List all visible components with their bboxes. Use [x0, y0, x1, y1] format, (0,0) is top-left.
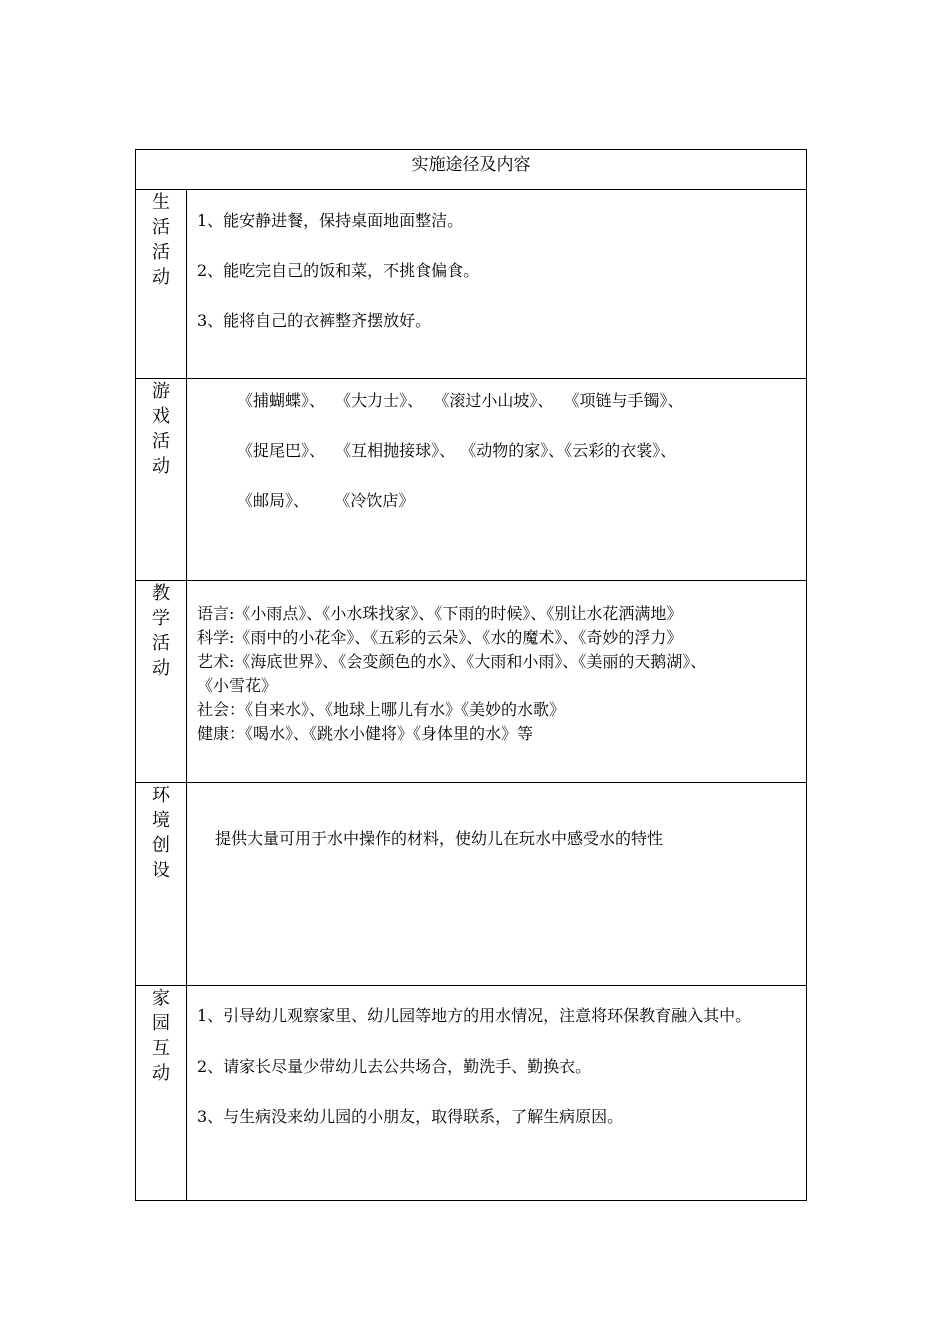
row-content-env — [187, 783, 807, 986]
content-line: 语言:《小雨点》、《小水珠找家》、《下雨的时候》、《别让水花洒满地》 — [197, 604, 683, 623]
content-line: 1、能安静进餐，保持桌面地面整洁。 — [197, 211, 464, 230]
row-content-teach — [187, 581, 807, 783]
table-row — [136, 190, 807, 379]
row-content-game — [187, 379, 807, 581]
row-label-life — [136, 190, 187, 379]
row-label-text: 家园互动 — [151, 988, 170, 1084]
row-label-home — [136, 986, 187, 1201]
content-line: 2、请家长尽量少带幼儿去公共场合，勤洗手、勤换衣。 — [197, 1057, 592, 1076]
row-label-text: 游戏活动 — [151, 381, 170, 477]
content-line: 1、引导幼儿观察家里、幼儿园等地方的用水情况，注意将环保教育融入其中。 — [197, 1006, 752, 1025]
content-line: 社会：《自来水》、《地球上哪儿有水》《美妙的水歌》 — [197, 700, 566, 719]
content-line: 健康：《喝水》、《跳水小健将》《身体里的水》等 — [197, 724, 534, 743]
table-title: 实施途径及内容 — [136, 150, 807, 190]
implementation-table — [135, 149, 807, 1201]
row-content-home — [187, 986, 807, 1201]
row-label-env — [136, 783, 187, 986]
row-label-text: 生活活动 — [151, 192, 170, 288]
row-label-game — [136, 379, 187, 581]
table-row — [136, 379, 807, 581]
row-content-life — [187, 190, 807, 379]
content-line: 艺术:《海底世界》、《会变颜色的水》、《大雨和小雨》、《美丽的天鹅湖》、 — [197, 652, 707, 671]
content-line: 3、能将自己的衣裤整齐摆放好。 — [197, 311, 432, 330]
content-line: 科学:《雨中的小花伞》、《五彩的云朵》、《水的魔术》、《奇妙的浮力》 — [197, 628, 683, 647]
content-line: 2、能吃完自己的饭和菜，不挑食偏食。 — [197, 261, 480, 280]
content-line: 提供大量可用于水中操作的材料，使幼儿在玩水中感受水的特性 — [215, 829, 664, 848]
table-row — [136, 581, 807, 783]
row-label-text: 环境创设 — [151, 785, 170, 881]
row-label-text: 教学活动 — [151, 583, 170, 679]
content-line: 《邮局》、 《冷饮店》 — [237, 491, 415, 510]
content-line: 3、与生病没来幼儿园的小朋友，取得联系，了解生病原因。 — [197, 1107, 624, 1126]
table-row — [136, 986, 807, 1201]
content-line: 《小雪花》 — [197, 676, 278, 695]
row-label-teach — [136, 581, 187, 783]
content-line: 《捉尾巴》、 《互相抛接球》、 《动物的家》、《云彩的衣裳》、 — [237, 441, 677, 460]
table-row — [136, 783, 807, 986]
content-line: 《捕蝴蝶》、 《大力士》、 《滚过小山坡》、 《项链与手镯》、 — [237, 391, 684, 410]
